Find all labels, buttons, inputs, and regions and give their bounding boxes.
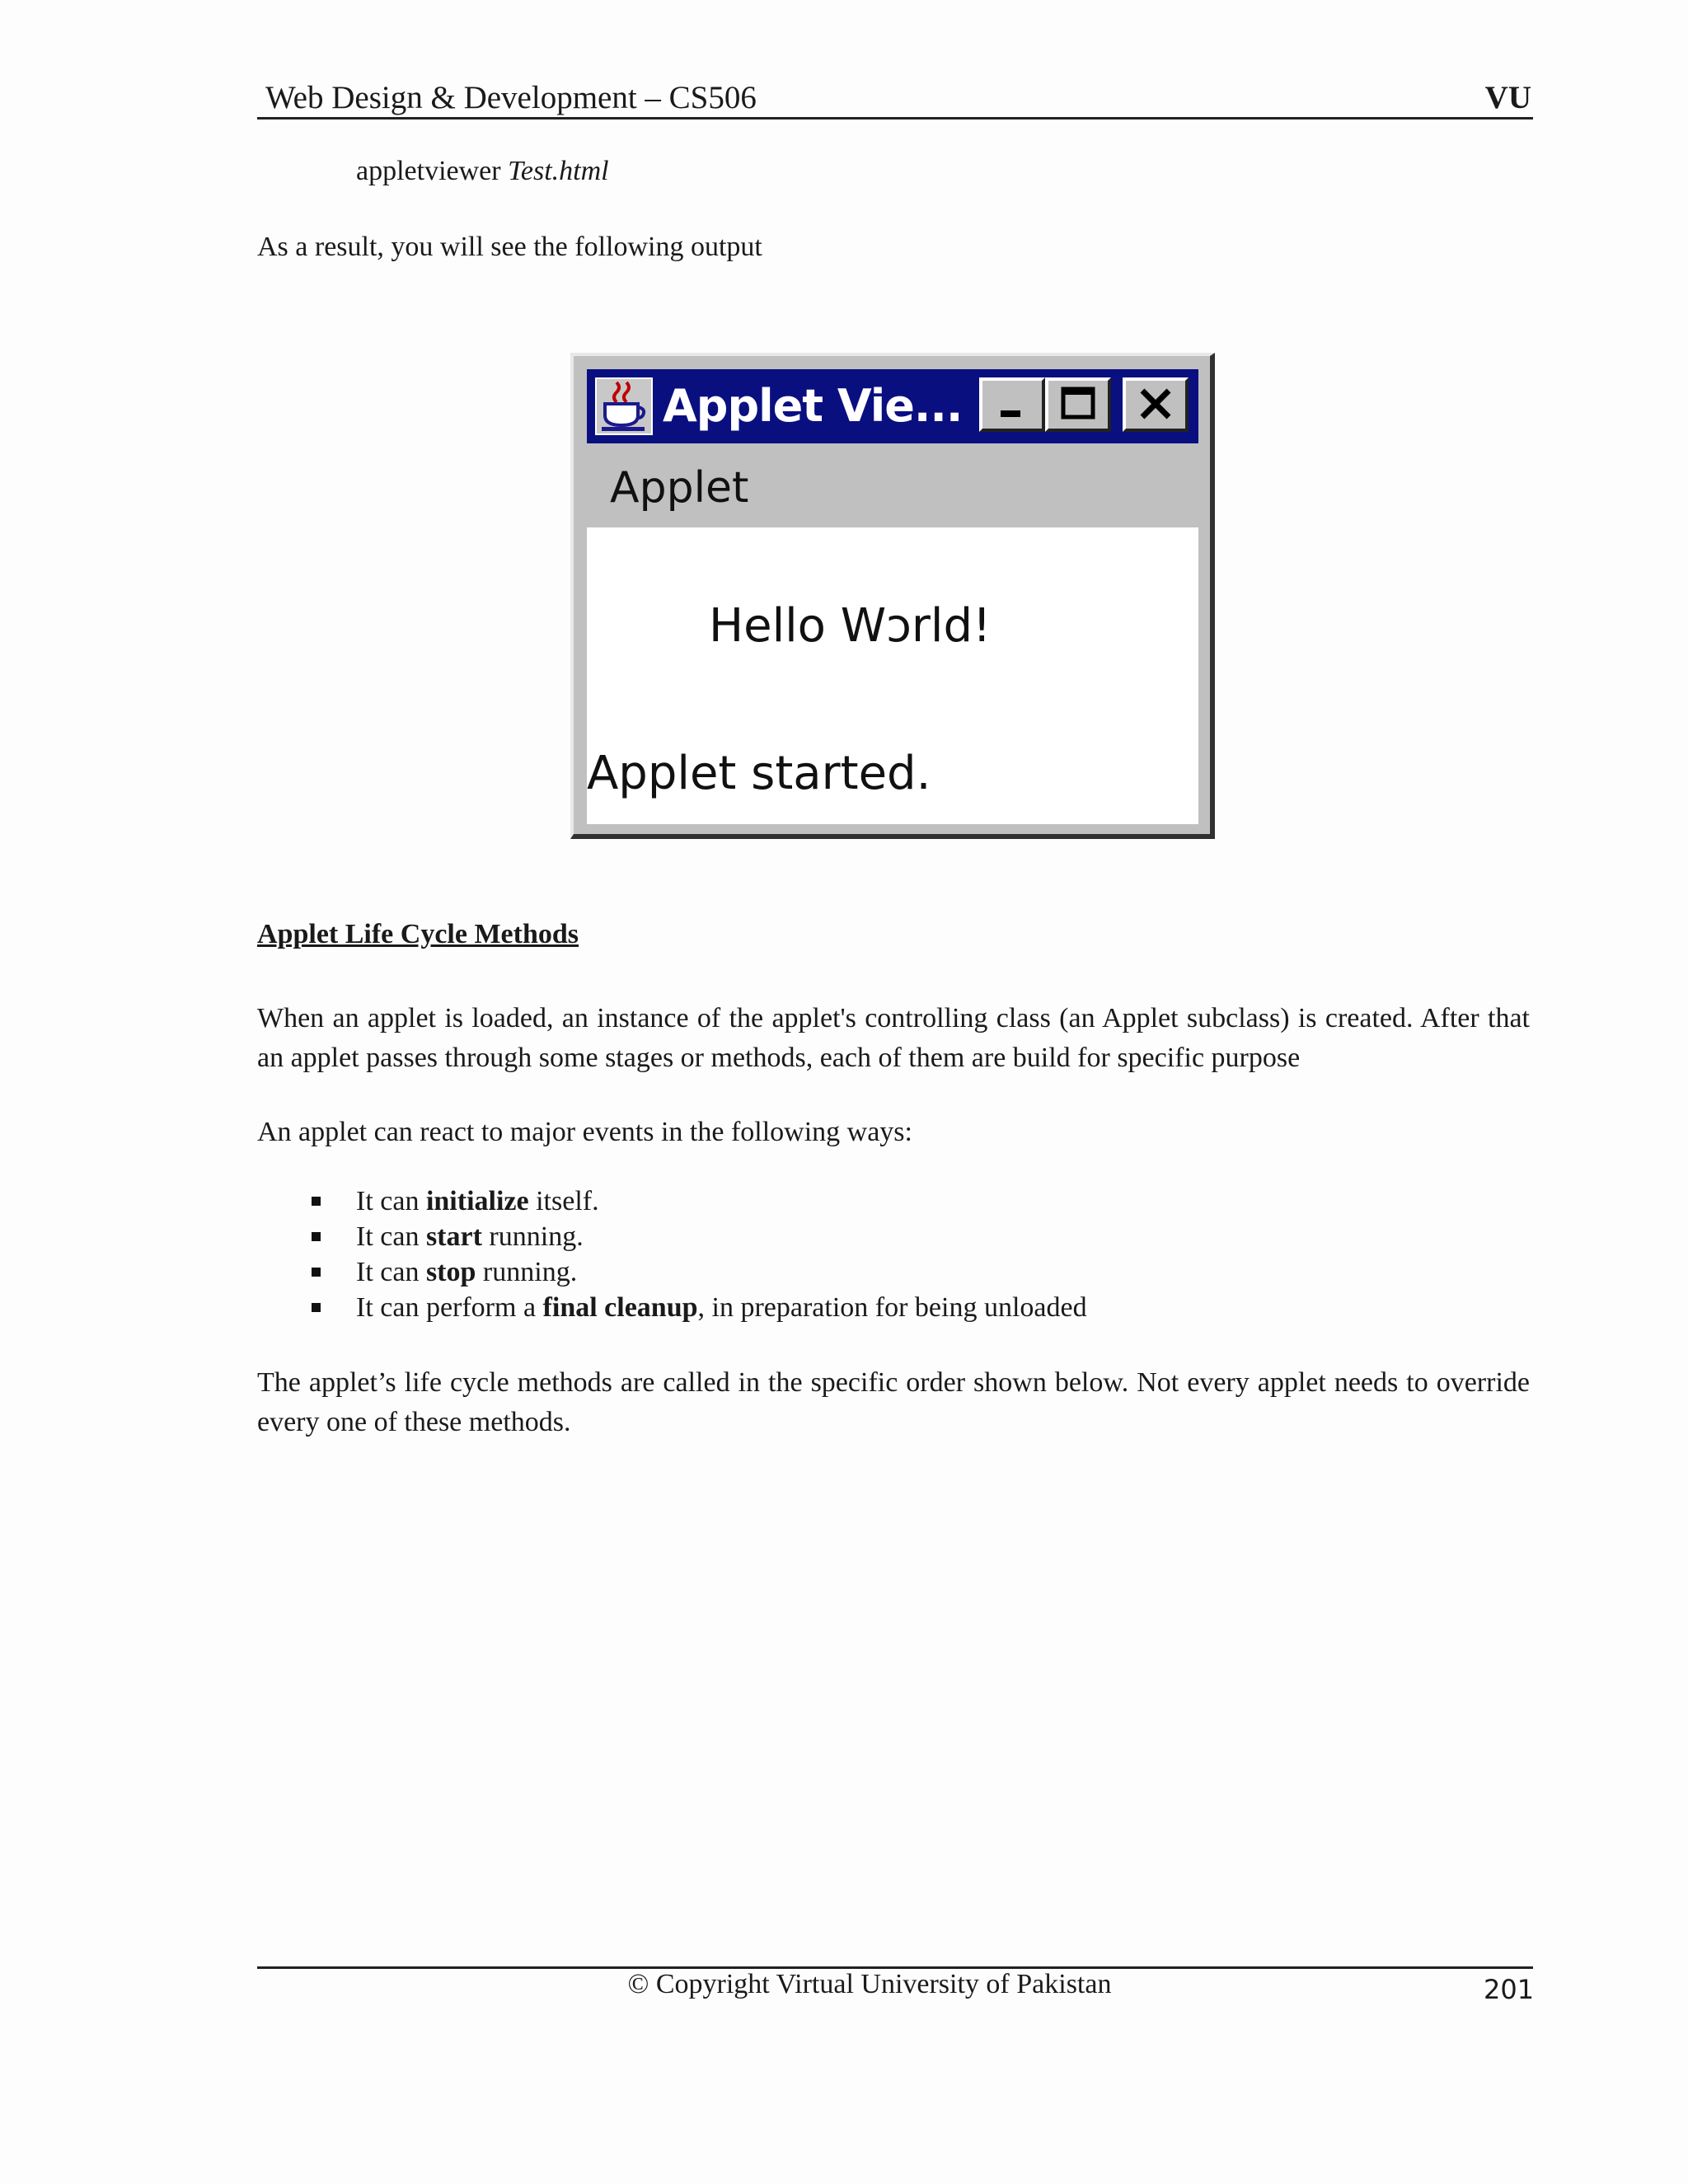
header-institution: VU [1484, 80, 1531, 115]
list-item-text: It can [356, 1257, 426, 1287]
close-button[interactable] [1123, 377, 1189, 432]
list-item-text: It can perform a [356, 1292, 543, 1323]
status-bar-text: Applet started. [587, 747, 931, 800]
maximize-button[interactable] [1045, 377, 1111, 432]
list-item [307, 1183, 1087, 1219]
square-bullet-icon [312, 1197, 321, 1206]
list-item [307, 1219, 1087, 1254]
list-item-text: It can [356, 1186, 426, 1216]
list-item-keyword: start [425, 1221, 482, 1252]
command-file: Test.html [508, 156, 609, 186]
square-bullet-icon [312, 1232, 321, 1241]
square-bullet-icon [312, 1268, 321, 1277]
list-item-text: It can [356, 1221, 426, 1252]
paragraph-events: An applet can react to major events in the following ways: [257, 1117, 912, 1147]
list-item [307, 1254, 1087, 1290]
window-title: Applet Vie... [663, 380, 963, 432]
square-bullet-icon [312, 1303, 321, 1312]
page-header [257, 79, 1533, 120]
command-name: appletviewer [356, 156, 509, 186]
applet-viewer-window [570, 353, 1215, 839]
footer-copyright: © Copyright Virtual University of Pakistan [627, 1969, 1112, 1999]
paragraph-life-cycle-order: The applet’s life cycle methods are called in the specific order shown below. Not every applet needs to override every one of these methods. [257, 1367, 1530, 1437]
list-item-text: running. [476, 1257, 578, 1287]
java-cup-icon [595, 377, 653, 435]
list-item-keyword: initialize [425, 1186, 529, 1216]
intro-text: As a result, you will see the following output [257, 232, 762, 262]
applet-canvas [587, 527, 1198, 824]
section-heading: Applet Life Cycle Methods [257, 919, 579, 949]
menu-applet[interactable]: Applet [610, 463, 749, 513]
events-list [307, 1183, 1087, 1325]
list-item-keyword: final cleanup [542, 1292, 698, 1323]
header-title: Web Design & Development – CS506 [265, 80, 757, 115]
page-number: 201 [1484, 1974, 1535, 2005]
list-item-text: , in preparation for being unloaded [697, 1292, 1087, 1323]
list-item-text: running. [481, 1221, 584, 1252]
list-item-keyword: stop [425, 1257, 476, 1287]
paragraph-applet-loaded: When an applet is loaded, an instance of the applet's controlling class (an Applet subclass) is created. After that an applet passes through some stages or methods, each of them are build for specific purpose [257, 1003, 1530, 1073]
window-menubar [587, 448, 1198, 527]
list-item-text: itself. [528, 1186, 599, 1216]
minimize-button[interactable] [979, 377, 1045, 432]
window-titlebar[interactable] [587, 369, 1198, 443]
applet-output-text: Hello Wɔrld! [709, 599, 992, 653]
list-item [307, 1290, 1087, 1325]
command-line [356, 152, 609, 191]
